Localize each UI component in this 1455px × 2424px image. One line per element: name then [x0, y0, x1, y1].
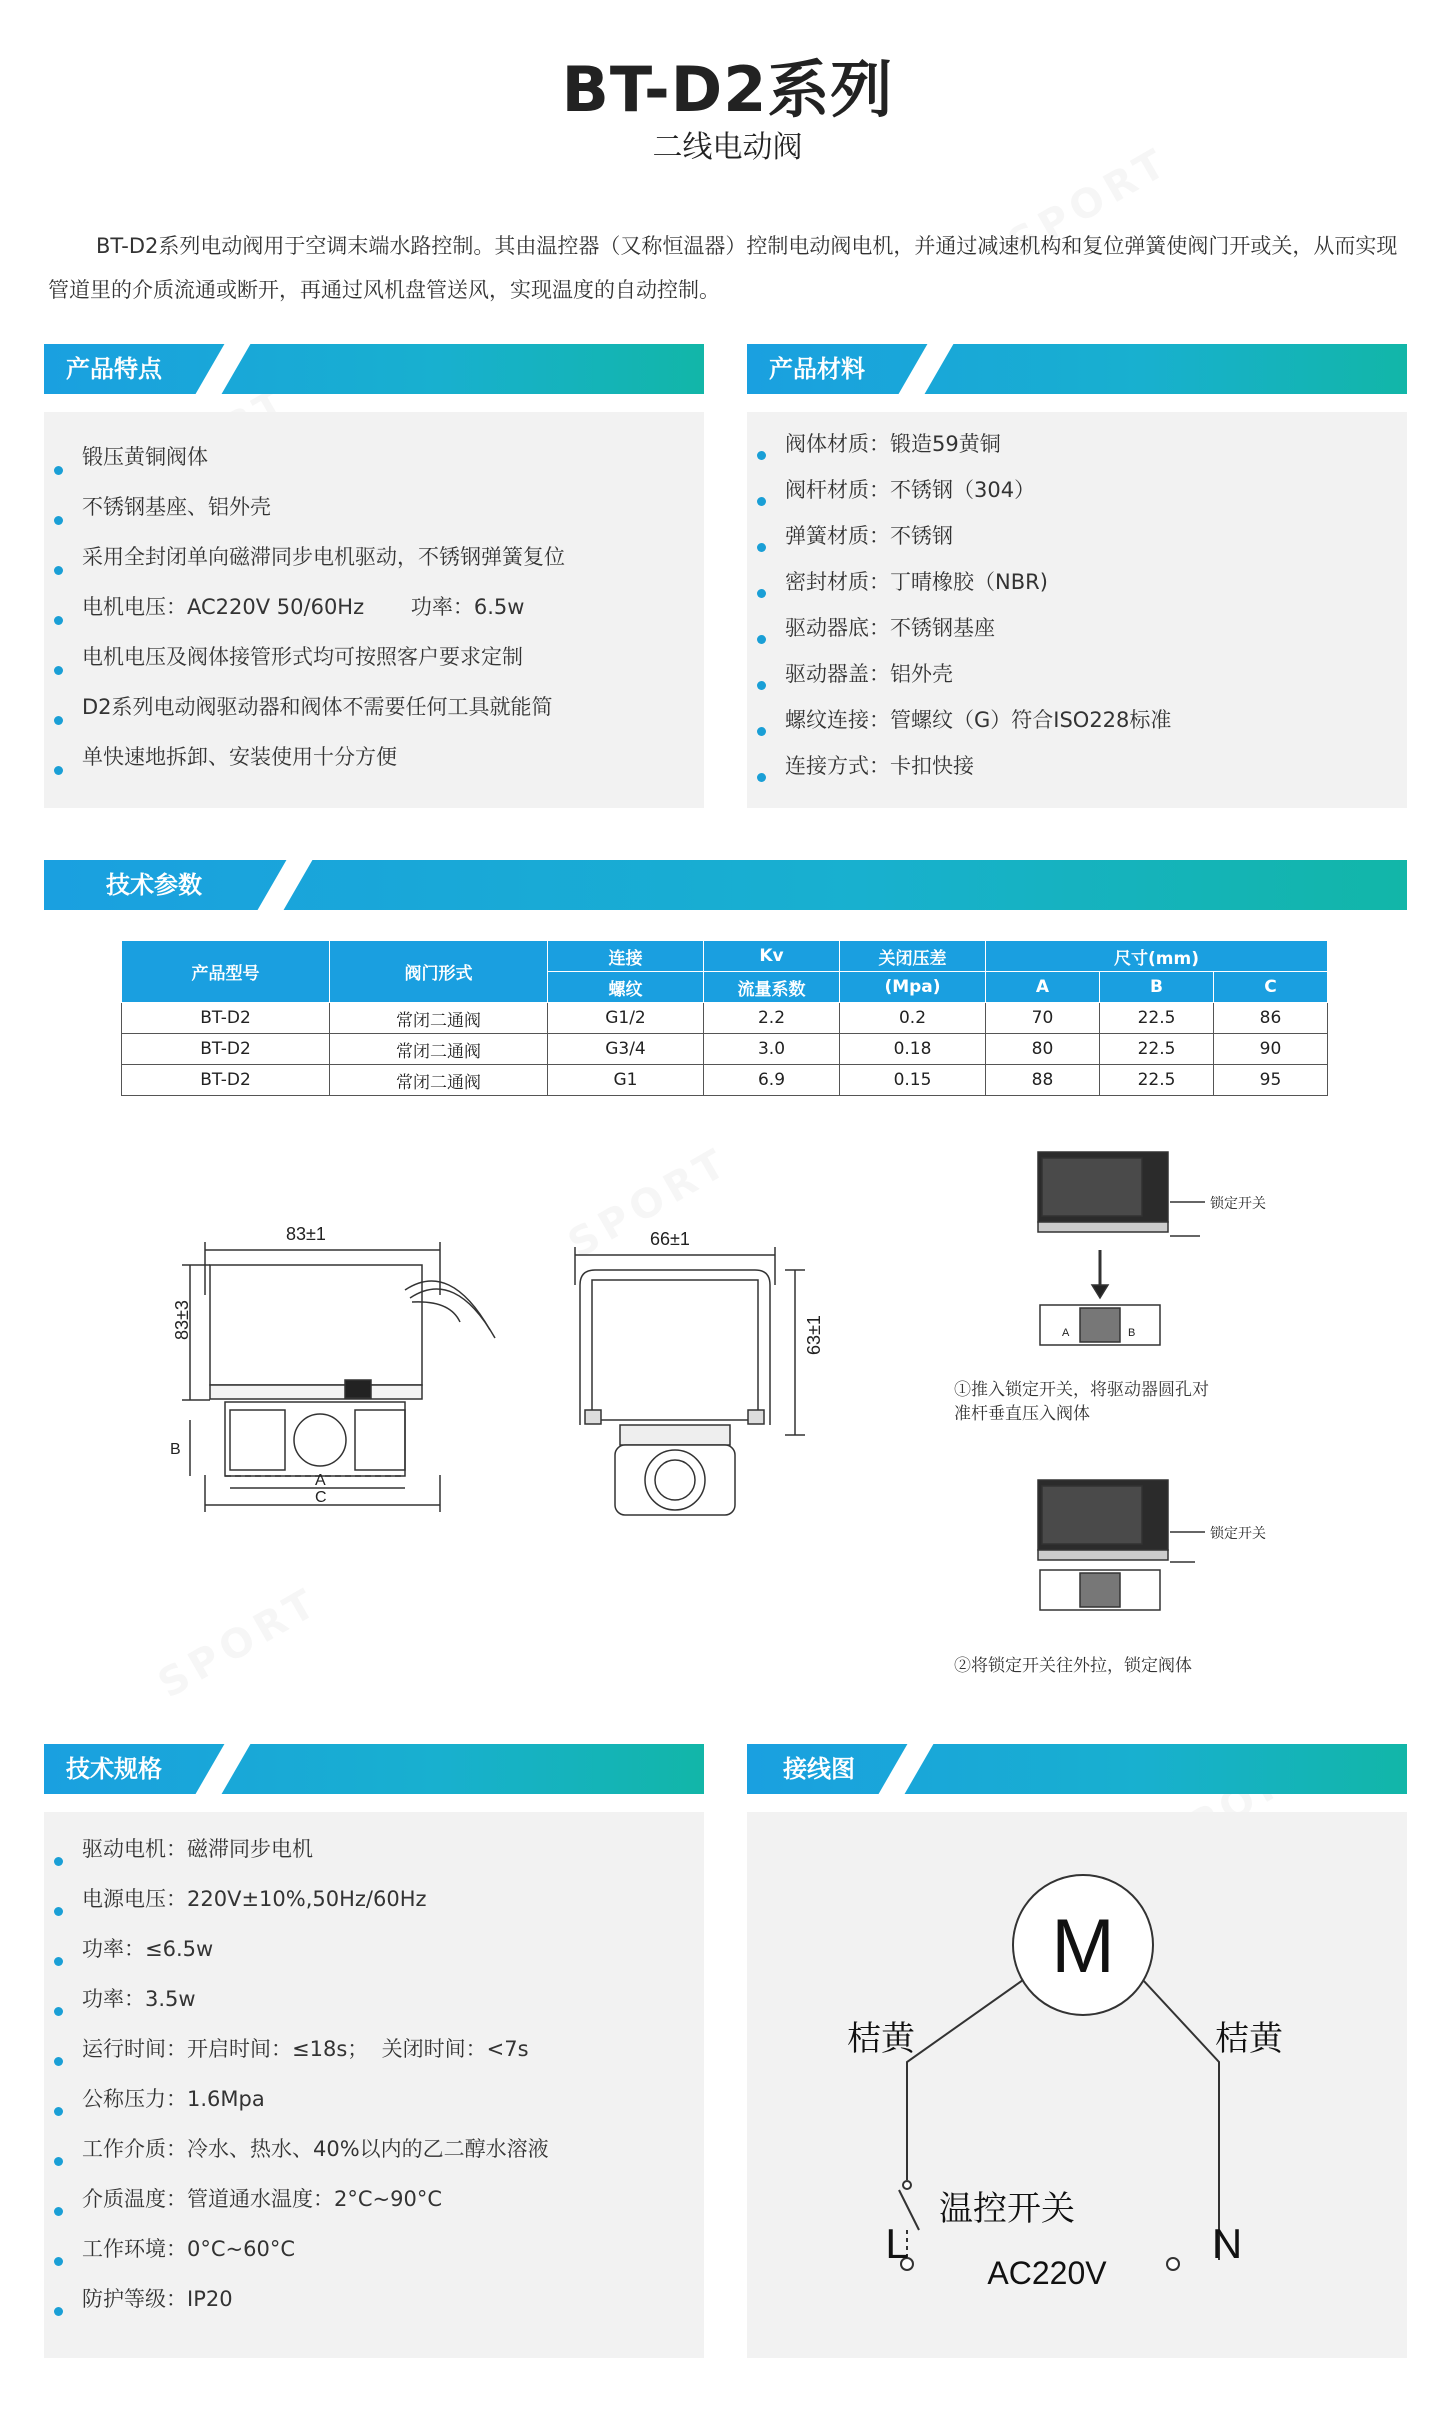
watermark [150, 1578, 328, 1707]
dim-c: C [315, 1489, 327, 1506]
list-item: 工作介质：冷水、热水、40%以内的乙二醇水溶液 [44, 2136, 704, 2186]
list-item: 密封材质：丁晴橡胶（NBR) [747, 570, 1407, 616]
specs-panel [44, 1812, 704, 2358]
wiring-panel [747, 1812, 1407, 2358]
dim-b: B [170, 1441, 181, 1458]
side-view-drawing [560, 1225, 824, 1565]
wiring-diagram [747, 1812, 1407, 2358]
table-row: BT-D2 常闭二通阀 G3/4 3.0 0.18 80 22.5 90 [122, 1034, 1328, 1065]
dim-height-63: 63±1 [804, 1315, 824, 1355]
col-size: 尺寸(mm) [986, 941, 1328, 972]
intro-paragraph: BT-D2系列电动阀用于空调末端水路控制。其由温控器（又称恒温器）控制电动阀电机，并通过减速机构和复位弹簧使阀门开或关，从而实现管道里的介质流通或断开，再通过风机盘管送风，实现温度的自动控制。 [48, 234, 1398, 302]
list-item: 连接方式：卡扣快接 [747, 754, 1407, 800]
thermostat-switch-label: 温控开关 [939, 2190, 1075, 2228]
features-panel [44, 412, 704, 808]
col-conn-sub: 螺纹 [548, 972, 704, 1003]
col-a: A [986, 972, 1100, 1003]
list-item: 不锈钢基座、铝外壳 [44, 495, 704, 545]
list-item: D2系列电动阀驱动器和阀体不需要任何工具就能简 [44, 695, 704, 745]
list-item: 弹簧材质：不锈钢 [747, 524, 1407, 570]
install-note-2: ②将锁定开关往外拉，锁定阀体 [954, 1656, 1192, 1676]
lock-switch-label-2: 锁定开关 [1210, 1525, 1266, 1541]
motor-symbol: M [1051, 1904, 1115, 1989]
page-subtitle: 二线电动阀 [652, 130, 803, 165]
table-row: BT-D2 常闭二通阀 G1 6.9 0.15 88 22.5 95 [122, 1065, 1328, 1096]
materials-header [747, 344, 1407, 394]
left-wire-label: 桔黄 [847, 2020, 915, 2058]
list-item: 功率：3.5w [44, 1986, 704, 2036]
list-item: 驱动器盖：铝外壳 [747, 662, 1407, 708]
col-b: B [1100, 972, 1214, 1003]
dim-a: A [315, 1472, 326, 1489]
install-step1-drawing [1020, 1140, 1300, 1360]
params-header [44, 860, 1407, 910]
col-pressure: 关闭压差 [840, 941, 986, 972]
list-item: 电机电压及阀体接管形式均可按照客户要求定制 [44, 645, 704, 695]
params-title: 技术参数 [106, 871, 202, 899]
wiring-header [747, 1744, 1407, 1794]
list-item: 单快速地拆卸、安装使用十分方便 [44, 745, 704, 795]
col-c: C [1214, 972, 1328, 1003]
list-item: 驱动电机：磁滞同步电机 [44, 1836, 704, 1886]
label-a: A [1062, 1327, 1070, 1339]
specs-title: 技术规格 [66, 1755, 162, 1783]
label-b: B [1128, 1327, 1136, 1339]
wiring-title: 接线图 [783, 1755, 855, 1783]
materials-panel [747, 412, 1407, 808]
lock-switch-label-1: 锁定开关 [1210, 1195, 1266, 1211]
list-item: 采用全封闭单向磁滞同步电机驱动，不锈钢弹簧复位 [44, 545, 704, 595]
col-model: 产品型号 [122, 941, 330, 1003]
install-note-1: ①推入锁定开关，将驱动器圆孔对 准杆垂直压入阀体 [954, 1380, 1209, 1424]
install-step2-drawing [1020, 1470, 1300, 1630]
list-item: 运行时间：开启时间：≤18s； 关闭时间：<7s [44, 2036, 704, 2086]
specs-header [44, 1744, 704, 1794]
list-item: 电机电压：AC220V 50/60Hz 功率：6.5w [44, 595, 704, 645]
page-title: BT-D2系列 [561, 53, 894, 126]
front-view-drawing [150, 1220, 530, 1580]
specs-list [44, 1812, 704, 2336]
dim-width-83: 83±1 [286, 1224, 326, 1244]
list-item: 螺纹连接：管螺纹（G）符合ISO228标准 [747, 708, 1407, 754]
list-item: 工作环境：0°C~60°C [44, 2236, 704, 2286]
dim-height-83: 83±3 [172, 1300, 192, 1340]
right-wire-label: 桔黄 [1215, 2020, 1283, 2058]
spec-table [121, 940, 1328, 1096]
neutral-terminal-label: N [1211, 2220, 1243, 2267]
col-kv: Kv [704, 941, 840, 972]
list-item: 介质温度：管道通水温度：2°C~90°C [44, 2186, 704, 2236]
materials-list [747, 412, 1407, 800]
supply-voltage-label: AC220V [987, 2255, 1107, 2291]
features-title: 产品特点 [66, 355, 162, 383]
features-list [44, 412, 704, 795]
features-header [44, 344, 704, 394]
col-conn: 连接 [548, 941, 704, 972]
list-item: 电源电压：220V±10%,50Hz/60Hz [44, 1886, 704, 1936]
list-item: 公称压力：1.6Mpa [44, 2086, 704, 2136]
materials-title: 产品材料 [769, 355, 865, 383]
dim-width-66: 66±1 [650, 1229, 690, 1249]
list-item: 防护等级：IP20 [44, 2286, 704, 2336]
live-terminal-label: L [885, 2220, 909, 2267]
list-item: 锻压黄铜阀体 [44, 445, 704, 495]
list-item: 驱动器底：不锈钢基座 [747, 616, 1407, 662]
col-form: 阀门形式 [330, 941, 548, 1003]
col-kv-sub: 流量系数 [704, 972, 840, 1003]
col-pressure-sub: (Mpa) [840, 972, 986, 1003]
list-item: 功率：≤6.5w [44, 1936, 704, 1986]
table-row: BT-D2 常闭二通阀 G1/2 2.2 0.2 70 22.5 86 [122, 1003, 1328, 1034]
list-item: 阀体材质：锻造59黄铜 [747, 432, 1407, 478]
list-item: 阀杆材质：不锈钢（304） [747, 478, 1407, 524]
